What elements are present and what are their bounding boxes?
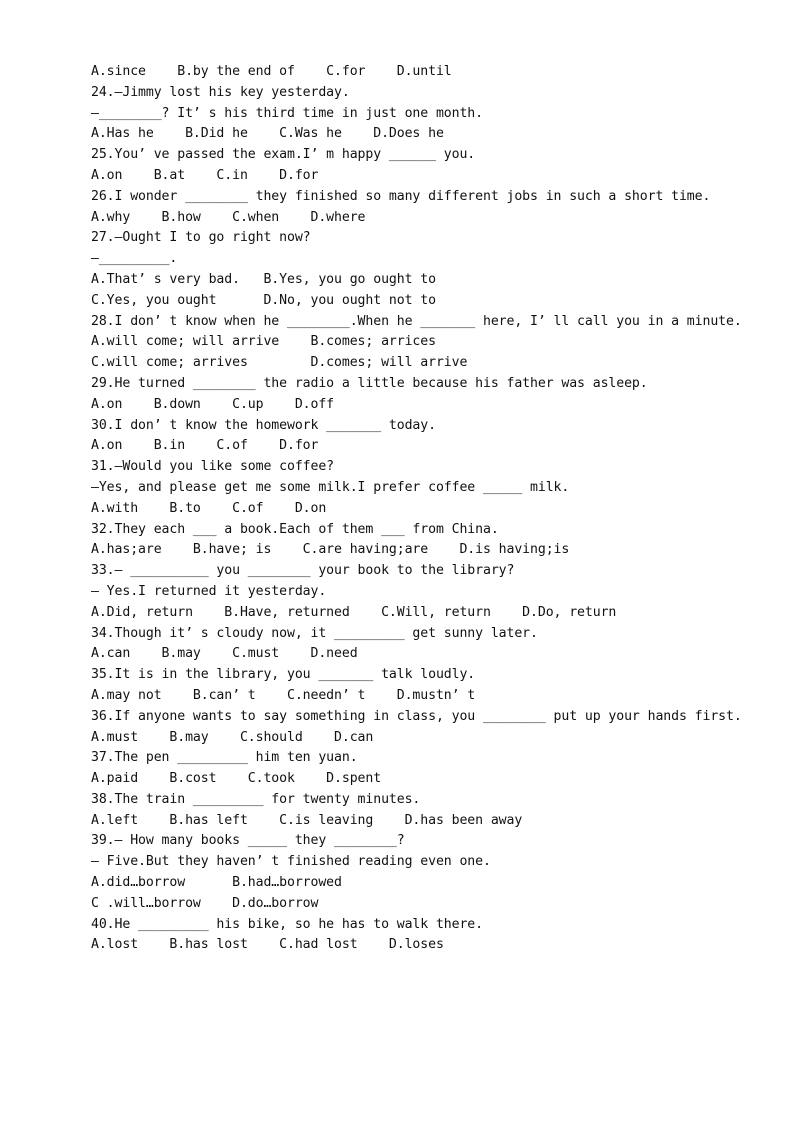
text-line: A.That’ s very bad. B.Yes, you go ought to — [91, 271, 436, 287]
text-line: A.must B.may C.should D.can — [91, 729, 374, 745]
text-line: C .will…borrow D.do…borrow — [91, 895, 319, 911]
text-line: A.lost B.has lost C.had lost D.loses — [91, 937, 444, 953]
text-line: A.did…borrow B.had…borrowed — [91, 875, 342, 891]
text-line: 30.I don’ t know the homework _______ today. — [91, 417, 436, 433]
text-line: A.can B.may C.must D.need — [91, 646, 358, 662]
text-line: A.why B.how C.when D.where — [91, 209, 366, 225]
text-line: 32.They each ___ a book.Each of them ___ from China. — [91, 521, 499, 537]
text-line: C.Yes, you ought D.No, you ought not to — [91, 292, 436, 308]
text-line: 37.The pen _________ him ten yuan. — [91, 750, 358, 766]
text-line: 25.You’ ve passed the exam.I’ m happy ______ you. — [91, 147, 476, 163]
text-line: A.left B.has left C.is leaving D.has been away — [91, 812, 523, 828]
text-line: A.will come; will arrive B.comes; arrices — [91, 334, 436, 350]
text-line: A.has;are B.have; is C.are having;are D.is having;is — [91, 542, 570, 558]
text-line: 36.If anyone wants to say something in class, you ________ put up your hands first. — [91, 708, 742, 724]
text-line: 33.— __________ you ________ your book to the library? — [91, 563, 515, 579]
text-line: A.since B.by the end of C.for D.until — [91, 64, 452, 79]
text-line: 39.— How many books _____ they ________? — [91, 833, 405, 849]
text-line: A.on B.down C.up D.off — [91, 396, 335, 412]
text-line: 27.—Ought I to go right now? — [91, 230, 311, 246]
text-line: 29.He turned ________ the radio a little because his father was asleep. — [91, 375, 648, 391]
text-line: —Yes, and please get me some milk.I prefer coffee _____ milk. — [91, 479, 570, 495]
text-line: A.on B.at C.in D.for — [91, 167, 319, 183]
text-line: 26.I wonder ________ they finished so many different jobs in such a short time. — [91, 188, 711, 204]
text-line: —________? It’ s his third time in just one month. — [91, 105, 483, 121]
document-page — [91, 62, 751, 956]
text-line: — Yes.I returned it yesterday. — [91, 583, 327, 599]
text-line: 38.The train _________ for twenty minutes. — [91, 791, 421, 807]
text-line: 34.Though it’ s cloudy now, it _________ get sunny later. — [91, 625, 538, 641]
text-line: 24.—Jimmy lost his key yesterday. — [91, 84, 350, 100]
text-line: —_________. — [91, 251, 178, 267]
text-line: 28.I don’ t know when he ________.When he _______ here, I’ ll call you in a minute. — [91, 313, 742, 329]
text-line: 31.—Would you like some coffee? — [91, 459, 335, 475]
text-line: A.with B.to C.of D.on — [91, 500, 327, 516]
text-line: A.on B.in C.of D.for — [91, 438, 319, 454]
text-line: A.paid B.cost C.took D.spent — [91, 771, 382, 787]
text-line: — Five.But they haven’ t finished reading even one. — [91, 854, 491, 870]
text-line: 40.He _________ his bike, so he has to walk there. — [91, 916, 483, 932]
text-line: A.Has he B.Did he C.Was he D.Does he — [91, 126, 444, 142]
text-line: A.may not B.can’ t C.needn’ t D.mustn’ t — [91, 687, 476, 703]
text-line: C.will come; arrives D.comes; will arrive — [91, 355, 468, 371]
text-line: 35.It is in the library, you _______ talk loudly. — [91, 667, 476, 683]
text-line: A.Did, return B.Have, returned C.Will, return D.Do, return — [91, 604, 617, 620]
